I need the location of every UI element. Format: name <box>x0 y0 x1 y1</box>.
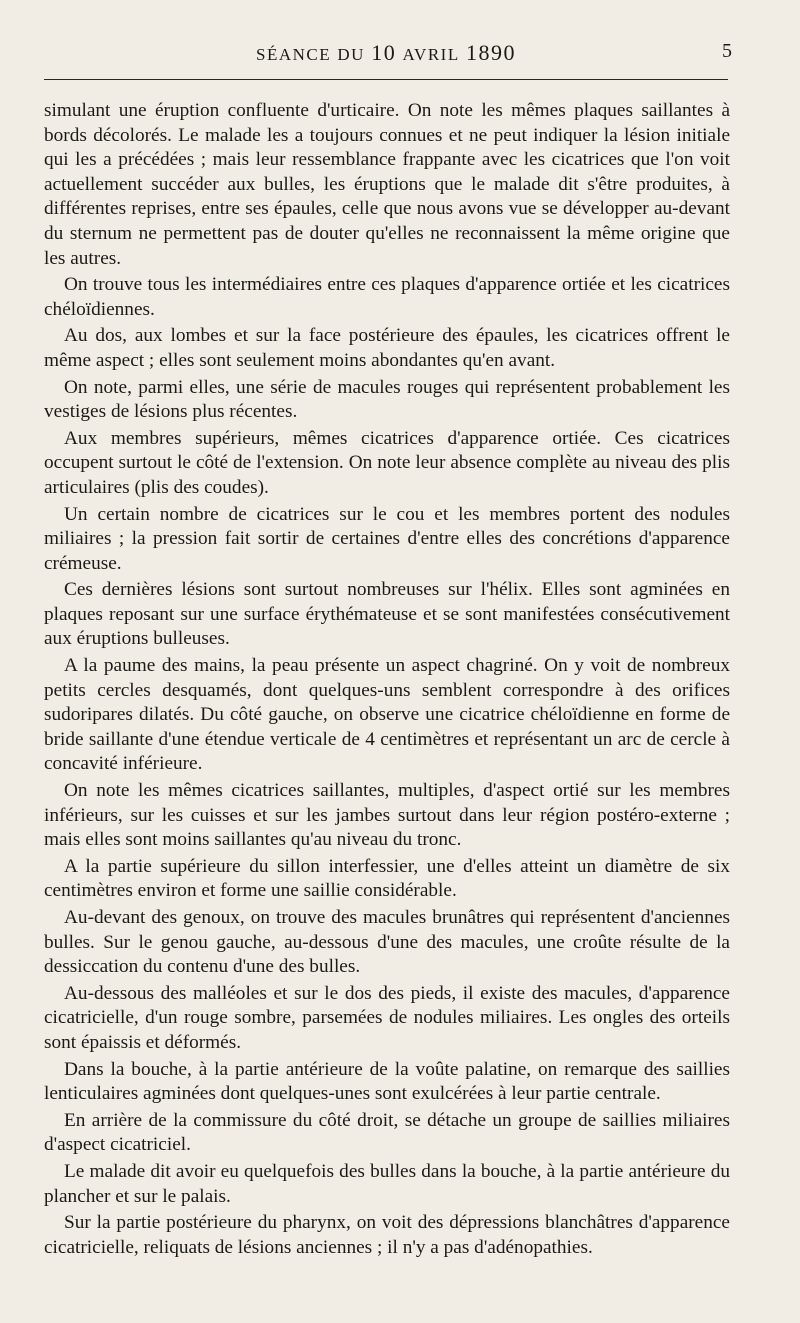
paragraph: Ces dernières lésions sont surtout nombreuses sur l'hélix. Elles sont agminées en plaques reposant sur une surface érythémateuse et se sont manifestées consécutivement aux éruptions bulleuses. <box>44 579 730 650</box>
paragraph: Le malade dit avoir eu quelquefois des bulles dans la bouche, à la partie antérieure du plancher et sur le palais. <box>44 1160 730 1207</box>
paragraph: Au-devant des genoux, on trouve des macules brunâtres qui représentent d'anciennes bulles. Sur le genou gauche, au-dessous d'une des macules, une croûte résulte de la dessiccation du contenu d'une des bulles. <box>44 907 730 978</box>
running-head-month: AVRIL <box>402 45 460 64</box>
paragraph: A la paume des mains, la peau présente un aspect chagriné. On y voit de nombreux petits cercles desquamés, dont quelques-uns semblent correspondre à des orifices sudoripares dilatés. Du côté gauche, on observe une cicatrice chéloïdienne en forme de bride saillante d'une étendue verticale de 4 centimètres et représentant un arc de cercle à concavité inférieure. <box>44 655 730 775</box>
paragraph: Au-dessous des malléoles et sur le dos des pieds, il existe des macules, d'apparence cicatricielle, d'un rouge sombre, parsemées de nodules miliaires. Les ongles des orteils sont épaissis et déformés. <box>44 982 730 1053</box>
paragraph: Un certain nombre de cicatrices sur le cou et les membres portent des nodules miliaires ; la pression fait sortir de certaines d'entre elles des concrétions d'apparence crémeuse. <box>44 503 730 574</box>
running-head-seance: SÉANCE <box>256 45 332 64</box>
page-number: 5 <box>722 40 732 62</box>
page-header <box>44 40 732 80</box>
paragraph: Aux membres supérieurs, mêmes cicatrices d'apparence ortiée. Ces cicatrices occupent surtout le côté de l'extension. On note leur absence complète au niveau des plis articulaires (plis des coudes). <box>44 427 730 498</box>
paragraph: On trouve tous les intermédiaires entre ces plaques d'apparence ortiée et les cicatrices chéloïdiennes. <box>44 274 730 320</box>
running-head <box>44 40 728 66</box>
paragraph: simulant une éruption confluente d'urticaire. On note les mêmes plaques saillantes à bords décolorés. Le malade les a toujours connues et ne peut indiquer la lésion initiale qui les a précédées ; mais leur ressemblance frappante avec les cicatrices que l'on voit actuellement succéder aux bulles, les éruptions que le malade dit s'être produites, à différentes reprises, entre ses épaules, celle que nous avons vue se développer au-devant du sternum ne permettent pas de douter qu'elles ne reconnaissent la même origine que les autres. <box>44 100 730 269</box>
running-head-du: DU <box>337 45 365 64</box>
running-head-day: 10 <box>371 40 397 65</box>
running-head-year: 1890 <box>465 40 516 65</box>
paragraph: On note, parmi elles, une série de macules rouges qui représentent probablement les vestiges de lésions plus récentes. <box>44 376 730 423</box>
header-rule <box>44 79 728 80</box>
paragraph: En arrière de la commissure du côté droit, se détache un groupe de saillies miliaires d'aspect cicatriciel. <box>44 1109 730 1156</box>
paragraph: A la partie supérieure du sillon interfessier, une d'elles atteint un diamètre de six centimètres environ et forme une saillie considérable. <box>44 855 730 902</box>
paragraph: Sur la partie postérieure du pharynx, on voit des dépressions blanchâtres d'apparence cicatricielle, reliquats de lésions anciennes ; il n'y a pas d'adénopathies. <box>44 1212 730 1258</box>
paragraph: Dans la bouche, à la partie antérieure de la voûte palatine, on remarque des saillies lenticulaires agminées dont quelques-unes sont exulcérées à leur partie centrale. <box>44 1058 730 1105</box>
paragraph: Au dos, aux lombes et sur la face postérieure des épaules, les cicatrices offrent le même aspect ; elles sont seulement moins abondantes qu'en avant. <box>44 325 730 371</box>
paragraph: On note les mêmes cicatrices saillantes, multiples, d'aspect ortié sur les membres inférieurs, sur les cuisses et sur les jambes surtout dans leur région postéro-externe ; mais elles sont moins saillantes qu'au niveau du tronc. <box>44 780 730 851</box>
body-text <box>44 99 730 1262</box>
